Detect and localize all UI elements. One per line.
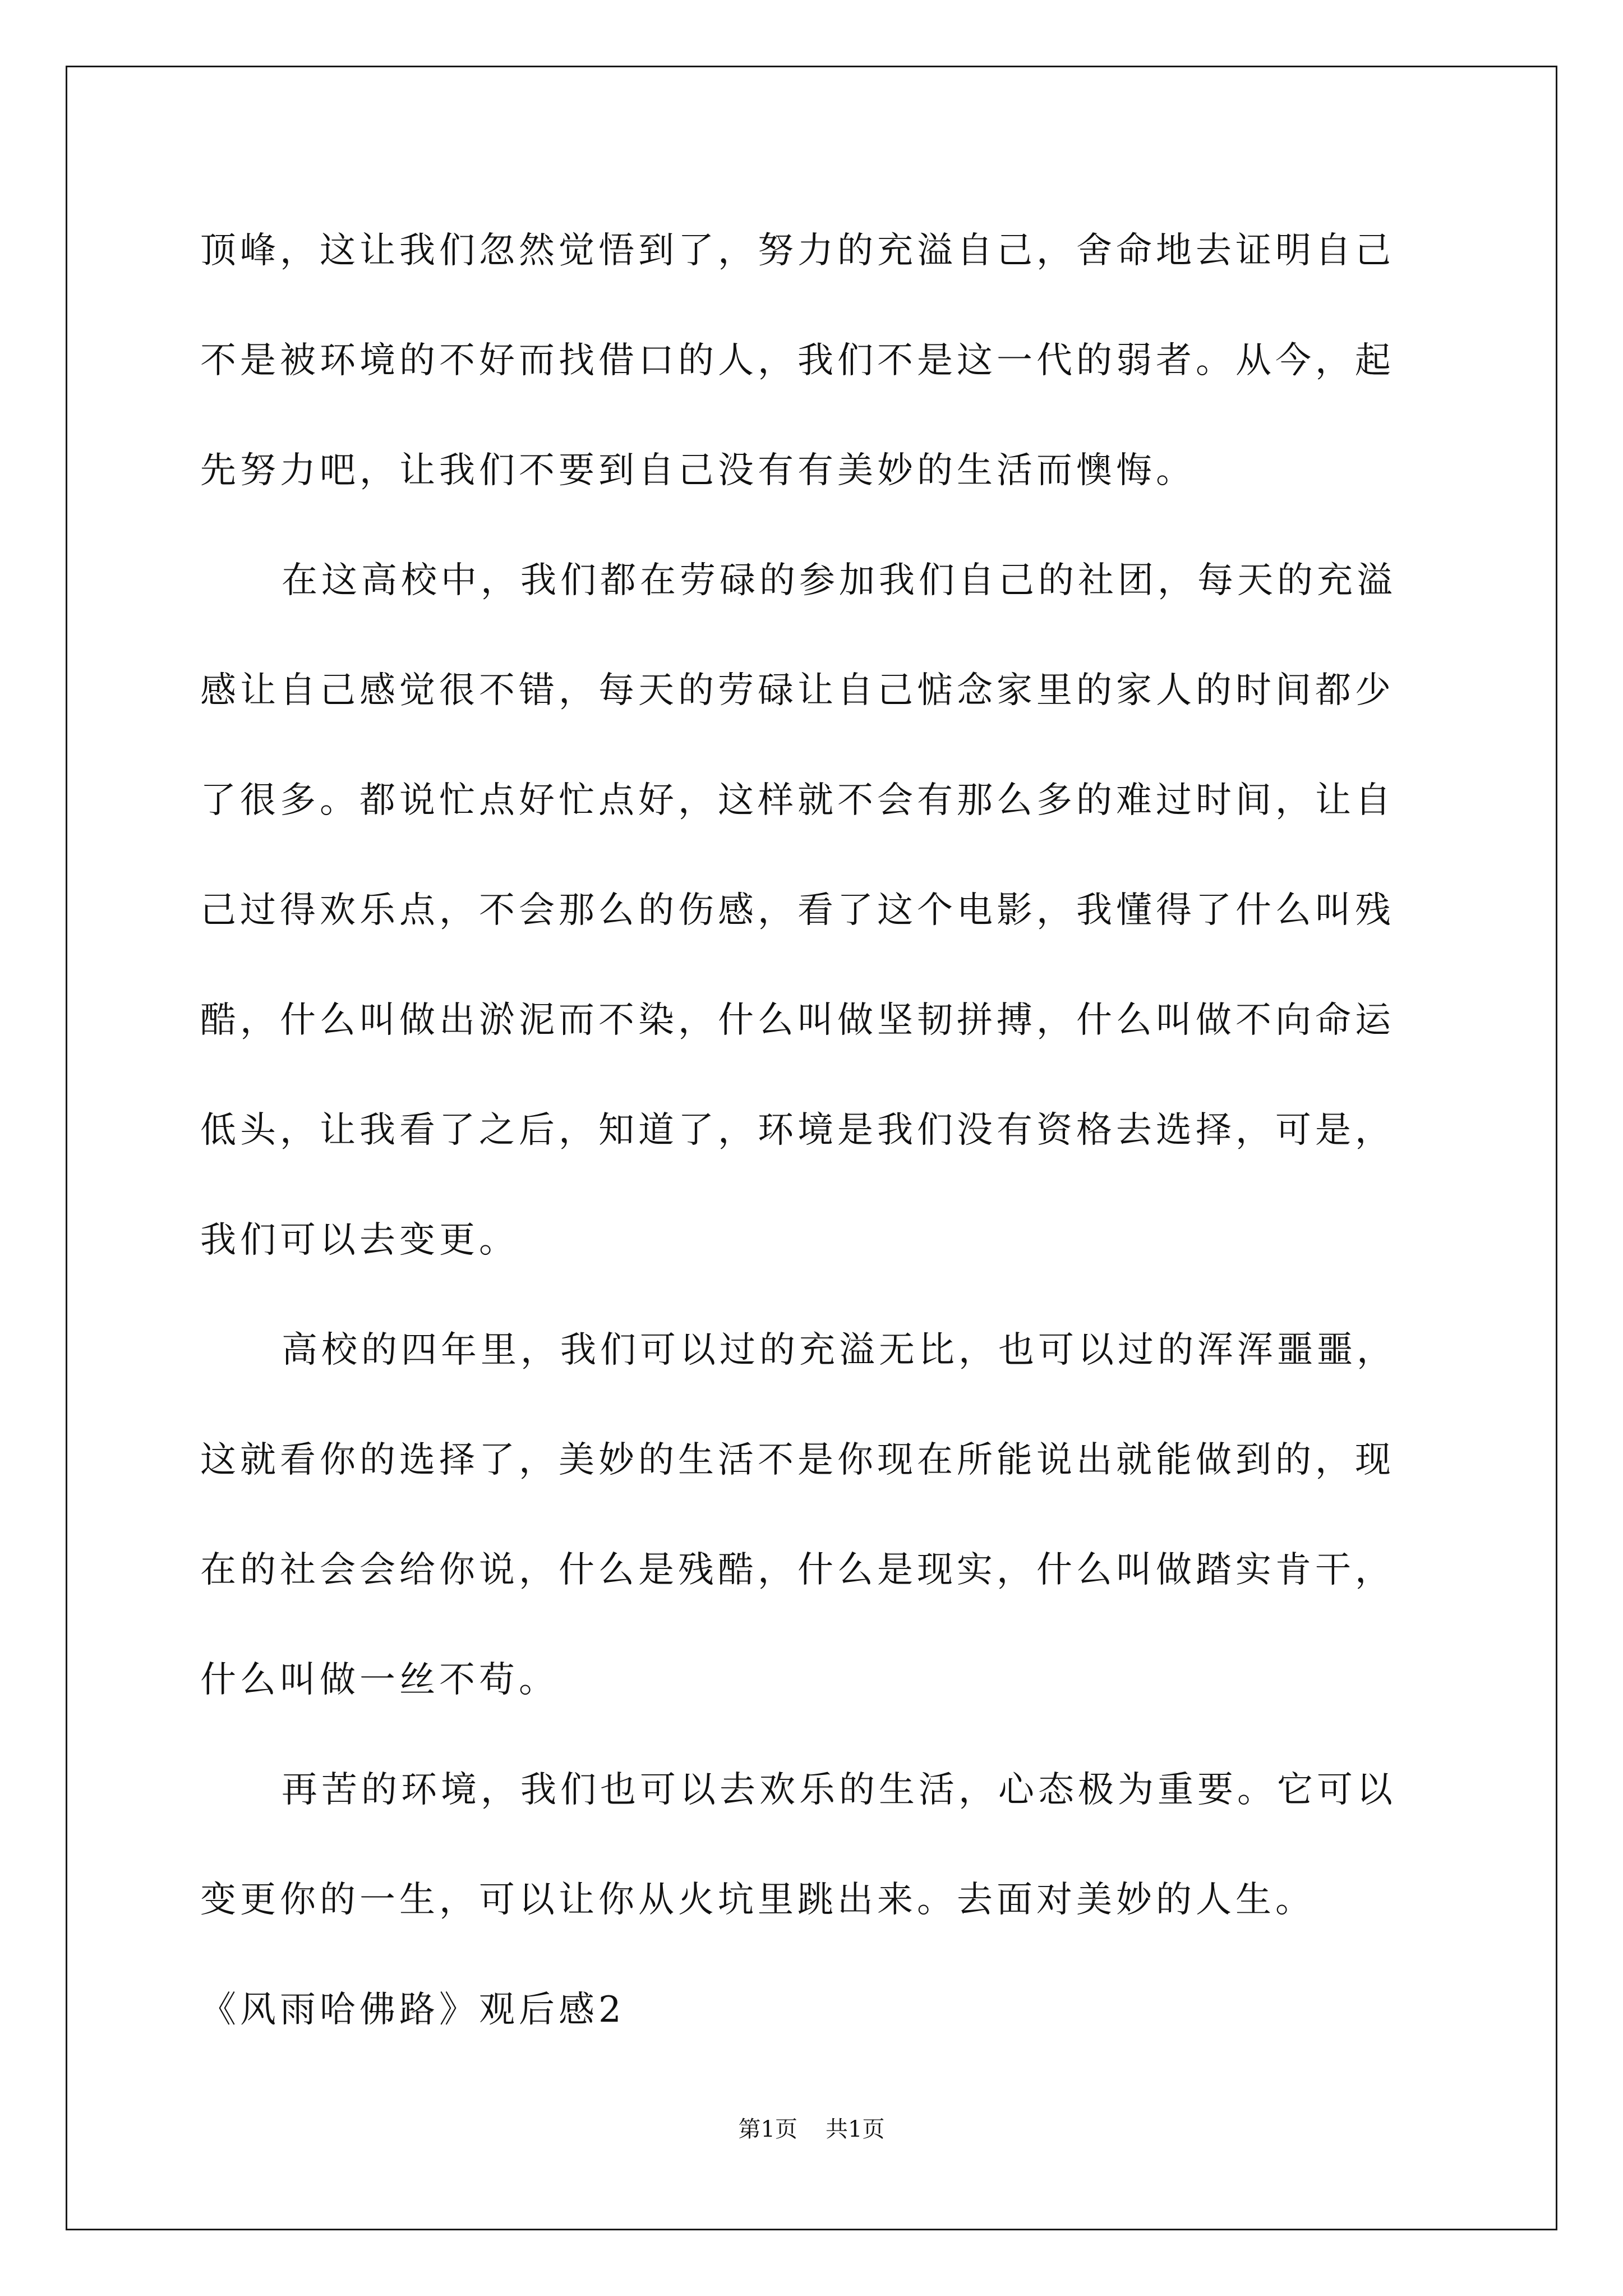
text-line-9: 低头，让我看了之后，知道了，环境是我们没有资格去选择，可是，: [200, 1110, 1395, 1151]
text-line-12: 这就看你的选择了，美妙的生活不是你现在所能说出就能做到的，现: [200, 1439, 1395, 1481]
text-line-3: 先努力吧，让我们不要到自己没有有美妙的生活而懊悔。: [200, 450, 1196, 491]
text-line-1: 顶峰，这让我们忽然觉悟到了，努力的充溢自己，舍命地去证明自己: [200, 230, 1395, 272]
text-line-13: 在的社会会给你说，什么是残酷，什么是现实，什么叫做踏实肯干，: [200, 1549, 1395, 1591]
text-line-15: 再苦的环境，我们也可以去欢乐的生活，心态极为重要。它可以: [282, 1769, 1396, 1811]
text-line-4: 在这高校中，我们都在劳碌的参加我们自己的社团，每天的充溢: [282, 560, 1396, 601]
text-line-8: 酷，什么叫做出淤泥而不染，什么叫做坚韧拼搏，什么叫做不向命运: [200, 1000, 1395, 1041]
text-line-5: 感让自己感觉很不错，每天的劳碌让自己惦念家里的家人的时间都少: [200, 670, 1395, 711]
text-line-11: 高校的四年里，我们可以过的充溢无比，也可以过的浑浑噩噩，: [282, 1329, 1396, 1371]
text-line-7: 己过得欢乐点，不会那么的伤感，看了这个电影，我懂得了什么叫残: [200, 890, 1395, 931]
text-line-10: 我们可以去变更。: [200, 1220, 519, 1261]
page-footer: [0, 2115, 1623, 2143]
text-line-6: 了很多。都说忙点好忙点好，这样就不会有那么多的难过时间，让自: [200, 780, 1395, 821]
text-line-16: 变更你的一生，可以让你从火坑里跳出来。去面对美妙的人生。: [200, 1879, 1315, 1921]
page-number: 第1页: [738, 2116, 797, 2142]
section-heading: 《风雨哈佛路》观后感2: [200, 1989, 625, 2031]
text-line-2: 不是被环境的不好而找借口的人，我们不是这一代的弱者。从今，起: [200, 340, 1395, 381]
page-total: 共1页: [826, 2116, 885, 2142]
document-body: [200, 220, 1417, 2089]
text-line-14: 什么叫做一丝不苟。: [200, 1659, 559, 1701]
